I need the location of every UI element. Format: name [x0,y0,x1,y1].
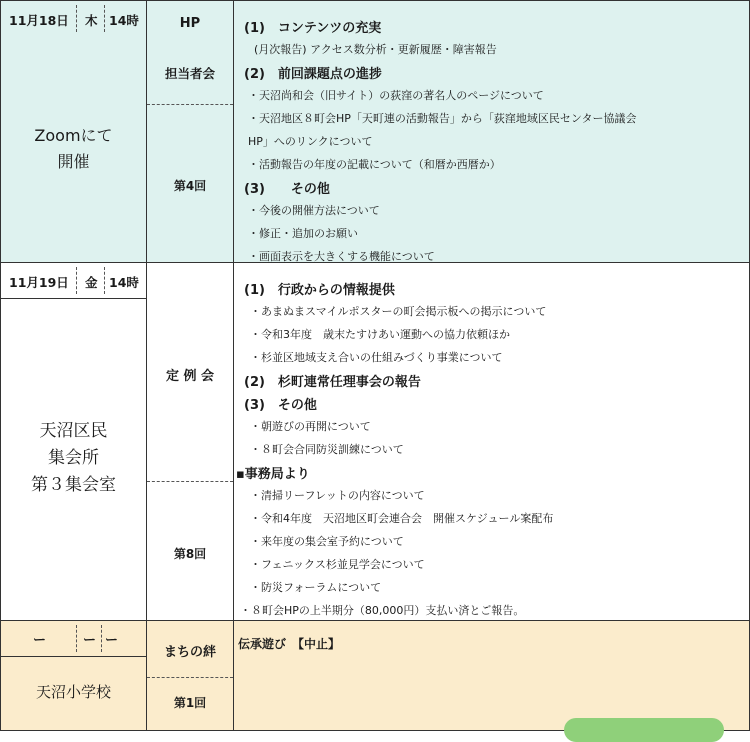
agenda-item: ・今後の開催方法について [248,204,380,217]
agenda-item: ・朝遊びの再開について [250,420,371,433]
meeting-weekday: 木 [85,13,98,28]
agenda-item: ・天沼尚和会（旧サイト）の荻窪の著名人のページについて [248,89,544,102]
session-number: 第4回 [173,179,207,193]
divider [147,104,233,105]
agenda-item: ・修正・追加のお願い [248,227,358,240]
agenda-item: ・あまぬまスマイルポスターの町会掲示板への掲示について [250,305,547,318]
venue-line: 開催 [57,152,90,171]
agenda-item: ・天沼地区８町会HP「天町連の活動報告」から「荻窪地域区民センター協議会 [248,112,637,125]
agenda [234,263,750,620]
org-name: 定 例 会 [165,369,215,384]
agenda-item: ・フェニックス杉並見学会について [250,558,425,571]
meeting-time: ー [105,633,119,648]
meeting-weekday: ー [83,633,97,648]
agenda-item: HP」へのリンクについて [248,135,373,148]
date-header [1,1,146,37]
agenda-heading: 伝承遊び 【中止】 [238,637,341,651]
venue-line: Zoomにて [34,126,113,145]
organizer-column [147,1,234,262]
agenda-item: ・来年度の集会室予約について [250,535,404,548]
agenda [234,621,750,730]
date-column [1,621,147,730]
meeting-date: 11月19日 [9,275,69,290]
org-name: まちの絆 [163,645,216,660]
green-badge [564,718,724,742]
divider [147,481,233,482]
venue [1,36,146,262]
meeting-time: 14時 [109,13,139,28]
meeting-date: ー [33,633,47,648]
org-top: HP [179,16,201,31]
divider [147,677,233,678]
agenda-heading: (2) 杉町連常任理事会の報告 [244,375,421,390]
agenda-item: ・８町会HPの上半期分（80,000円）支払い済とご報告。 [240,604,525,617]
agenda-heading: (1) 行政からの情報提供 [244,283,395,298]
agenda-item: (月次報告) アクセス数分析・更新履歴・障害報告 [254,43,497,56]
venue-line: 集会所 [48,447,99,468]
venue-line: 天沼小学校 [35,683,111,701]
date-header [1,621,146,657]
session-number: 第1回 [173,696,207,710]
agenda-heading: (3) その他 [244,182,330,197]
meeting-weekday: 金 [85,275,98,290]
meeting-time: 14時 [109,275,139,290]
session-number: 第8回 [173,547,207,561]
meeting-row-hp [0,0,750,263]
agenda-item: ・清掃リーフレットの内容について [250,489,425,502]
agenda-item: ・活動報告の年度の記載について（和暦か西暦か） [248,158,501,171]
agenda-heading: (3) その他 [244,398,317,413]
organizer-column [147,263,234,620]
agenda-heading: (2) 前回課題点の進捗 [244,67,382,82]
meeting-row-regular [0,263,750,621]
agenda-item: ・令和4年度 天沼地区町会連合会 開催スケジュール案配布 [250,512,554,525]
organizer-column [147,621,234,730]
venue-line: 天沼区民 [39,420,108,441]
date-column [1,1,147,262]
date-header [1,263,146,299]
org-name: 担当者会 [164,66,215,81]
agenda [234,1,750,262]
venue [1,298,146,618]
date-column [1,263,147,620]
agenda-item: ・杉並区地域支え合いの仕組みづくり事業について [250,351,503,364]
agenda-item: ・防災フォーラムについて [250,581,382,594]
meeting-row-school [0,621,750,731]
agenda-item: ・８町会合同防災訓練について [250,443,404,456]
agenda-item: ・令和3年度 歳末たすけあい運動への協力依頼ほか [250,328,510,341]
agenda-heading: ▪事務局より [236,467,310,482]
agenda-item: ・画面表示を大きくする機能について [248,250,435,263]
venue-line: 第３集会室 [31,474,116,495]
agenda-heading: (1) コンテンツの充実 [244,21,382,36]
meeting-date: 11月18日 [9,13,69,28]
